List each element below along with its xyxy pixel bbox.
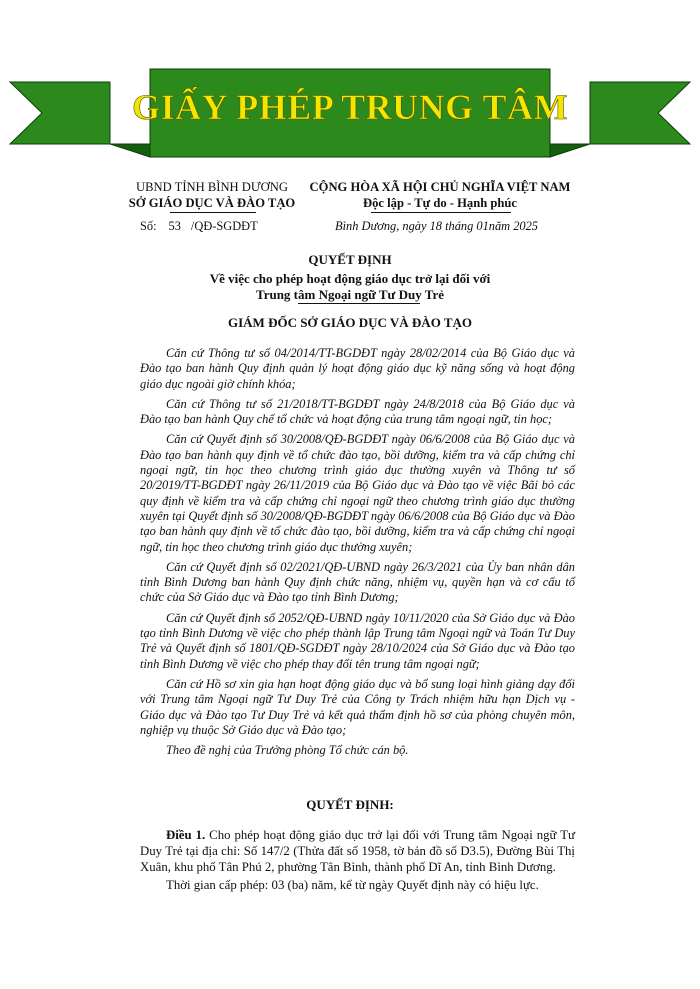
document-number-suffix: /QĐ-SGDĐT [190,219,258,233]
country-name: CỘNG HÒA XÃ HỘI CHỦ NGHĨA VIỆT NAM [309,180,571,194]
legal-basis: Căn cứ Quyết định số 30/2008/QĐ-BGDĐT ngày 06/6/2008 của Bộ Giáo dục và Đào tạo ban hành quy định về tổ chức đào tạo, bồi dưỡng, kiểm tra và cấp chứng chỉ ngoại ngữ, tin học theo chương trình giáo dục thường xuyên và Thông tư số 20/2019/TT-BGDĐT ngày 26/11/2019 của Bộ Giáo dục và Đào tạo về việc Bãi bỏ các quy định về kiểm tra và cấp chứng chỉ ngoại ngữ theo chương trình giáo dục thường xuyên tại Quyết định số 30/2008/QĐ-BGDĐT ngày 06/6/2008 của Bộ Giáo dục và Đào tạo ban hành quy định về tổ chức đào tạo, bồi dưỡng, kiểm tra và cấp chứng chỉ ngoại ngữ, tin học theo chương trình giáo dục thường xuyên; [140,432,575,554]
document-number-label: Số: [140,219,157,233]
subject-line-1: Về việc cho phép hoạt động giáo dục trở lại đối với [209,271,491,286]
license-banner [0,52,700,172]
national-motto [300,180,580,211]
document-number [140,219,258,234]
province-name: UBND TỈNH BÌNH DƯƠNG [136,180,288,194]
article-1-body [140,827,575,875]
article-1-term: Thời gian cấp phép: 03 (ba) năm, kể từ ngày Quyết định này có hiệu lực. [166,878,539,892]
subject-line-2: Trung tâm Ngoại ngữ Tư Duy Trẻ [256,287,444,302]
decision-subject [0,271,700,303]
article-1 [140,827,575,895]
legal-bases [140,346,575,763]
issuing-agency [112,180,312,211]
article-1-label: Điều 1. [166,828,206,842]
legal-basis: Theo đề nghị của Trưởng phòng Tổ chức cán bộ. [166,743,409,758]
motto: Độc lập - Tự do - Hạnh phúc [363,195,517,210]
issuing-authority: GIÁM ĐỐC SỞ GIÁO DỤC VÀ ĐÀO TẠO [227,315,472,330]
article-1-text: Cho phép hoạt động giáo dục trở lại đối với Trung tâm Ngoại ngữ Tư Duy Trẻ tại địa chỉ: Số 147/2 (Thửa đất số 1958, tờ bản đồ số D3.5), Đường Bùi Thị Xuân, khu phố Tân Phú 2, phường Tân Bình, thành phố Dĩ An, tỉnh Bình Dương. [140,828,575,874]
legal-basis: Căn cứ Quyết định số 2052/QĐ-UBND ngày 10/11/2020 của Sở Giáo dục và Đào tạo tỉnh Bình Dương về việc cho phép thành lập Trung tâm Ngoại ngữ và Toán Tư Duy Trẻ và Quyết định số 1801/QĐ-SGDĐT ngày 28/10/2024 của Sở Giáo dục và Đào tạo tỉnh Bình Dương về việc cho phép thay đổi tên trung tâm ngoại ngữ; [140,610,575,671]
legal-basis: Căn cứ Thông tư số 04/2014/TT-BGDĐT ngày 28/02/2014 của Bộ Giáo dục và Đào tạo ban hành Quy định quản lý hoạt động giáo dục kỹ năng sống và hoạt động giáo dục ngoài giờ chính khóa; [140,346,575,391]
department-name: SỞ GIÁO DỤC VÀ ĐÀO TẠO [128,195,296,210]
legal-basis: Căn cứ Hồ sơ xin gia hạn hoạt động giáo dục và bổ sung loại hình giảng dạy đối với Trung tâm Ngoại ngữ Tư Duy Trẻ của Công ty Trách nhiệm hữu hạn Dịch vụ - Giáo dục và Đào tạo Tư Duy Trẻ và kết quả thẩm định hồ sơ của phòng chuyên môn, nghiệp vụ thuộc Sở Giáo dục và Đào tạo; [140,676,575,737]
subject-divider [298,303,420,304]
header-divider-right [371,212,511,213]
document-number-value: 53 [168,219,181,233]
articles-heading: QUYẾT ĐỊNH: [306,797,394,812]
banner-title: GIẤY PHÉP TRUNG TÂM [132,87,568,127]
issue-date: Bình Dương, ngày 18 tháng 01năm 2025 [335,219,539,233]
decision-title: QUYẾT ĐỊNH [308,252,392,267]
legal-basis: Căn cứ Thông tư số 21/2018/TT-BGDĐT ngày 24/8/2018 của Bộ Giáo dục và Đào tạo ban hành Quy chế tổ chức và hoạt động của trung tâm ngoại ngữ, tin học; [140,396,575,427]
header-divider-left [170,212,256,213]
legal-basis: Căn cứ Quyết định số 02/2021/QĐ-UBND ngày 26/3/2021 của Ủy ban nhân dân tỉnh Bình Dương ban hành Quy định chức năng, nhiệm vụ, quyền hạn và cơ cấu tổ chức của Sở Giáo dục và Đào tạo tỉnh Bình Dương; [140,559,575,605]
